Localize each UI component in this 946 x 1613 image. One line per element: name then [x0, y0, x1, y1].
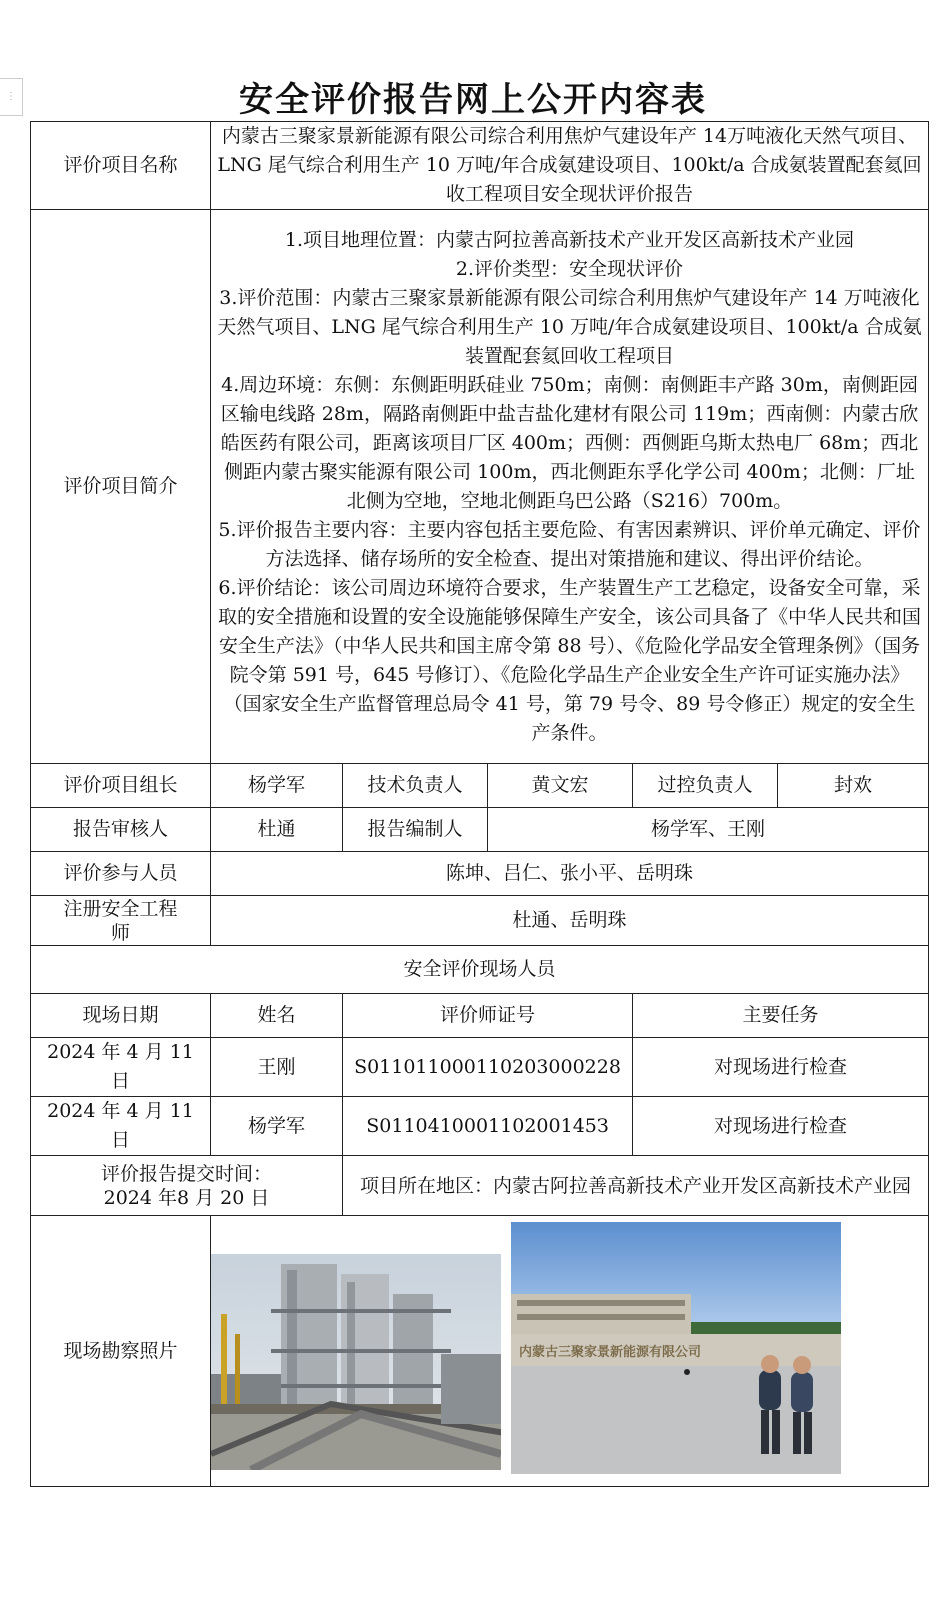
tech-label: 技术负责人: [343, 764, 488, 808]
submit-label: 评价报告提交时间：: [100, 1162, 272, 1185]
project-name-label: 评价项目名称: [31, 122, 211, 210]
submit-date: 2024 年8 月 20 日: [103, 1186, 270, 1209]
writer-label: 报告编制人: [343, 808, 488, 852]
participants-value: 陈坤、吕仁、张小平、岳明珠: [211, 852, 929, 896]
participants-row: [31, 852, 929, 896]
intro-conclusion: 6.评价结论：该公司周边环境符合要求，生产装置生产工艺稳定，设备安全可靠，采取的安全措施和设置的安全设施能够保障生产安全，该公司具备了《中华人民共和国安全生产法》（中华人民共和国主席令第 88 号）、《危险化学品安全管理条例》（国务院令第 591 号，645 号修订）、《危险化学品生产企业安全生产许可证实施办法》（国家安全生产监督管理总局令 41 号，第 79 号令、89 号令修正）规定的安全生产条件。: [217, 576, 921, 744]
company-sign-text: 内蒙古三聚家景新能源有限公司: [519, 1345, 702, 1360]
writer-value: 杨学军、王刚: [488, 808, 929, 852]
intro-surroundings: 4.周边环境：东侧：东侧距明跃硅业 750m；南侧：南侧距丰产路 30m，南侧距园区输电线路 28m，隔路南侧距中盐吉盐化建材有限公司 119m；西南侧：内蒙古欣皓医药有限公司，距离该项目厂区 400m；西侧：西侧距乌斯太热电厂 68m；西北侧距内蒙古聚实能源有限公司 100m，西北侧距东孚化学公司 400m；北侧：厂址北侧为空地，空地北侧距乌巴公路（S216）700m。: [220, 373, 919, 512]
photo-cell: [211, 1216, 929, 1487]
site-cert: S011041000110200145З: [343, 1097, 633, 1156]
site-task: 对现场进行检查: [633, 1097, 929, 1156]
site-header-name: 姓名: [211, 994, 343, 1038]
gate-photo-image: [511, 1222, 841, 1474]
site-section-title: 安全评价现场人员: [31, 946, 929, 994]
submit-cell: [31, 1156, 343, 1216]
page-title: 安全评价报告网上公开内容表: [239, 80, 707, 120]
intro-row: [31, 210, 929, 764]
leader-row: [31, 764, 929, 808]
participants-label: 评价参与人员: [31, 852, 211, 896]
photo-area: [211, 1216, 928, 1486]
gate-photo: [511, 1222, 841, 1474]
site-date: 2024 年 4 月 11 日: [31, 1097, 211, 1156]
leader-label: 评价项目组长: [31, 764, 211, 808]
intro-content: [211, 210, 929, 764]
process-label: 过控负责人: [633, 764, 778, 808]
site-cert: S011011000110203000228: [343, 1038, 633, 1097]
submit-row: [31, 1156, 929, 1216]
process-value: 封欢: [778, 764, 929, 808]
site-header-task: 主要任务: [633, 994, 929, 1038]
intro-location: 1.项目地理位置：内蒙古阿拉善高新技术产业开发区高新技术产业园: [284, 228, 855, 251]
plant-photo: [211, 1254, 501, 1470]
site-row: [31, 1097, 929, 1156]
location-value: 项目所在地区：内蒙古阿拉善高新技术产业开发区高新技术产业园: [343, 1156, 929, 1216]
site-header-date: 现场日期: [31, 994, 211, 1038]
disclosure-table: [30, 121, 929, 1487]
engineer-row: [31, 896, 929, 946]
plant-photo-image: [211, 1254, 501, 1470]
reviewer-value: 杜通: [211, 808, 343, 852]
photo-label: 现场勘察照片: [31, 1216, 211, 1487]
tech-value: 黄文宏: [488, 764, 633, 808]
site-name: 王刚: [211, 1038, 343, 1097]
site-header-row: [31, 994, 929, 1038]
site-section-row: [31, 946, 929, 994]
project-name-row: [31, 122, 929, 210]
engineer-value: 杜通、岳明珠: [211, 896, 929, 946]
leader-value: 杨学军: [211, 764, 343, 808]
reviewer-row: [31, 808, 929, 852]
site-header-cert: 评价师证号: [343, 994, 633, 1038]
site-row: [31, 1038, 929, 1097]
intro-contents: 5.评价报告主要内容：主要内容包括主要危险、有害因素辨识、评价单元确定、评价方法选择、储存场所的安全检查、提出对策措施和建议、得出评价结论。: [218, 518, 921, 570]
photo-row: [31, 1216, 929, 1487]
intro-type: 2.评价类型：安全现状评价: [455, 257, 684, 280]
project-name-value: 内蒙古三聚家景新能源有限公司综合利用焦炉气建设年产 14万吨液化天然气项目、LNG 尾气综合利用生产 10 万吨/年合成氨建设项目、100kt/a 合成氨装置配套氦回收工程项目安全现状评价报告: [211, 122, 929, 210]
site-date: 2024 年 4 月 11 日: [31, 1038, 211, 1097]
engineer-label: 注册安全工程师: [31, 896, 211, 946]
intro-label: 评价项目简介: [31, 210, 211, 764]
reviewer-label: 报告审核人: [31, 808, 211, 852]
page-edge-marker: ⋮: [0, 78, 23, 116]
intro-scope: 3.评价范围：内蒙古三聚家景新能源有限公司综合利用焦炉气建设年产 14 万吨液化天然气项目、LNG 尾气综合利用生产 10 万吨/年合成氨建设项目、100kt/a 合成氨装置配套氦回收工程项目: [217, 286, 922, 367]
site-task: 对现场进行检查: [633, 1038, 929, 1097]
site-name: 杨学军: [211, 1097, 343, 1156]
